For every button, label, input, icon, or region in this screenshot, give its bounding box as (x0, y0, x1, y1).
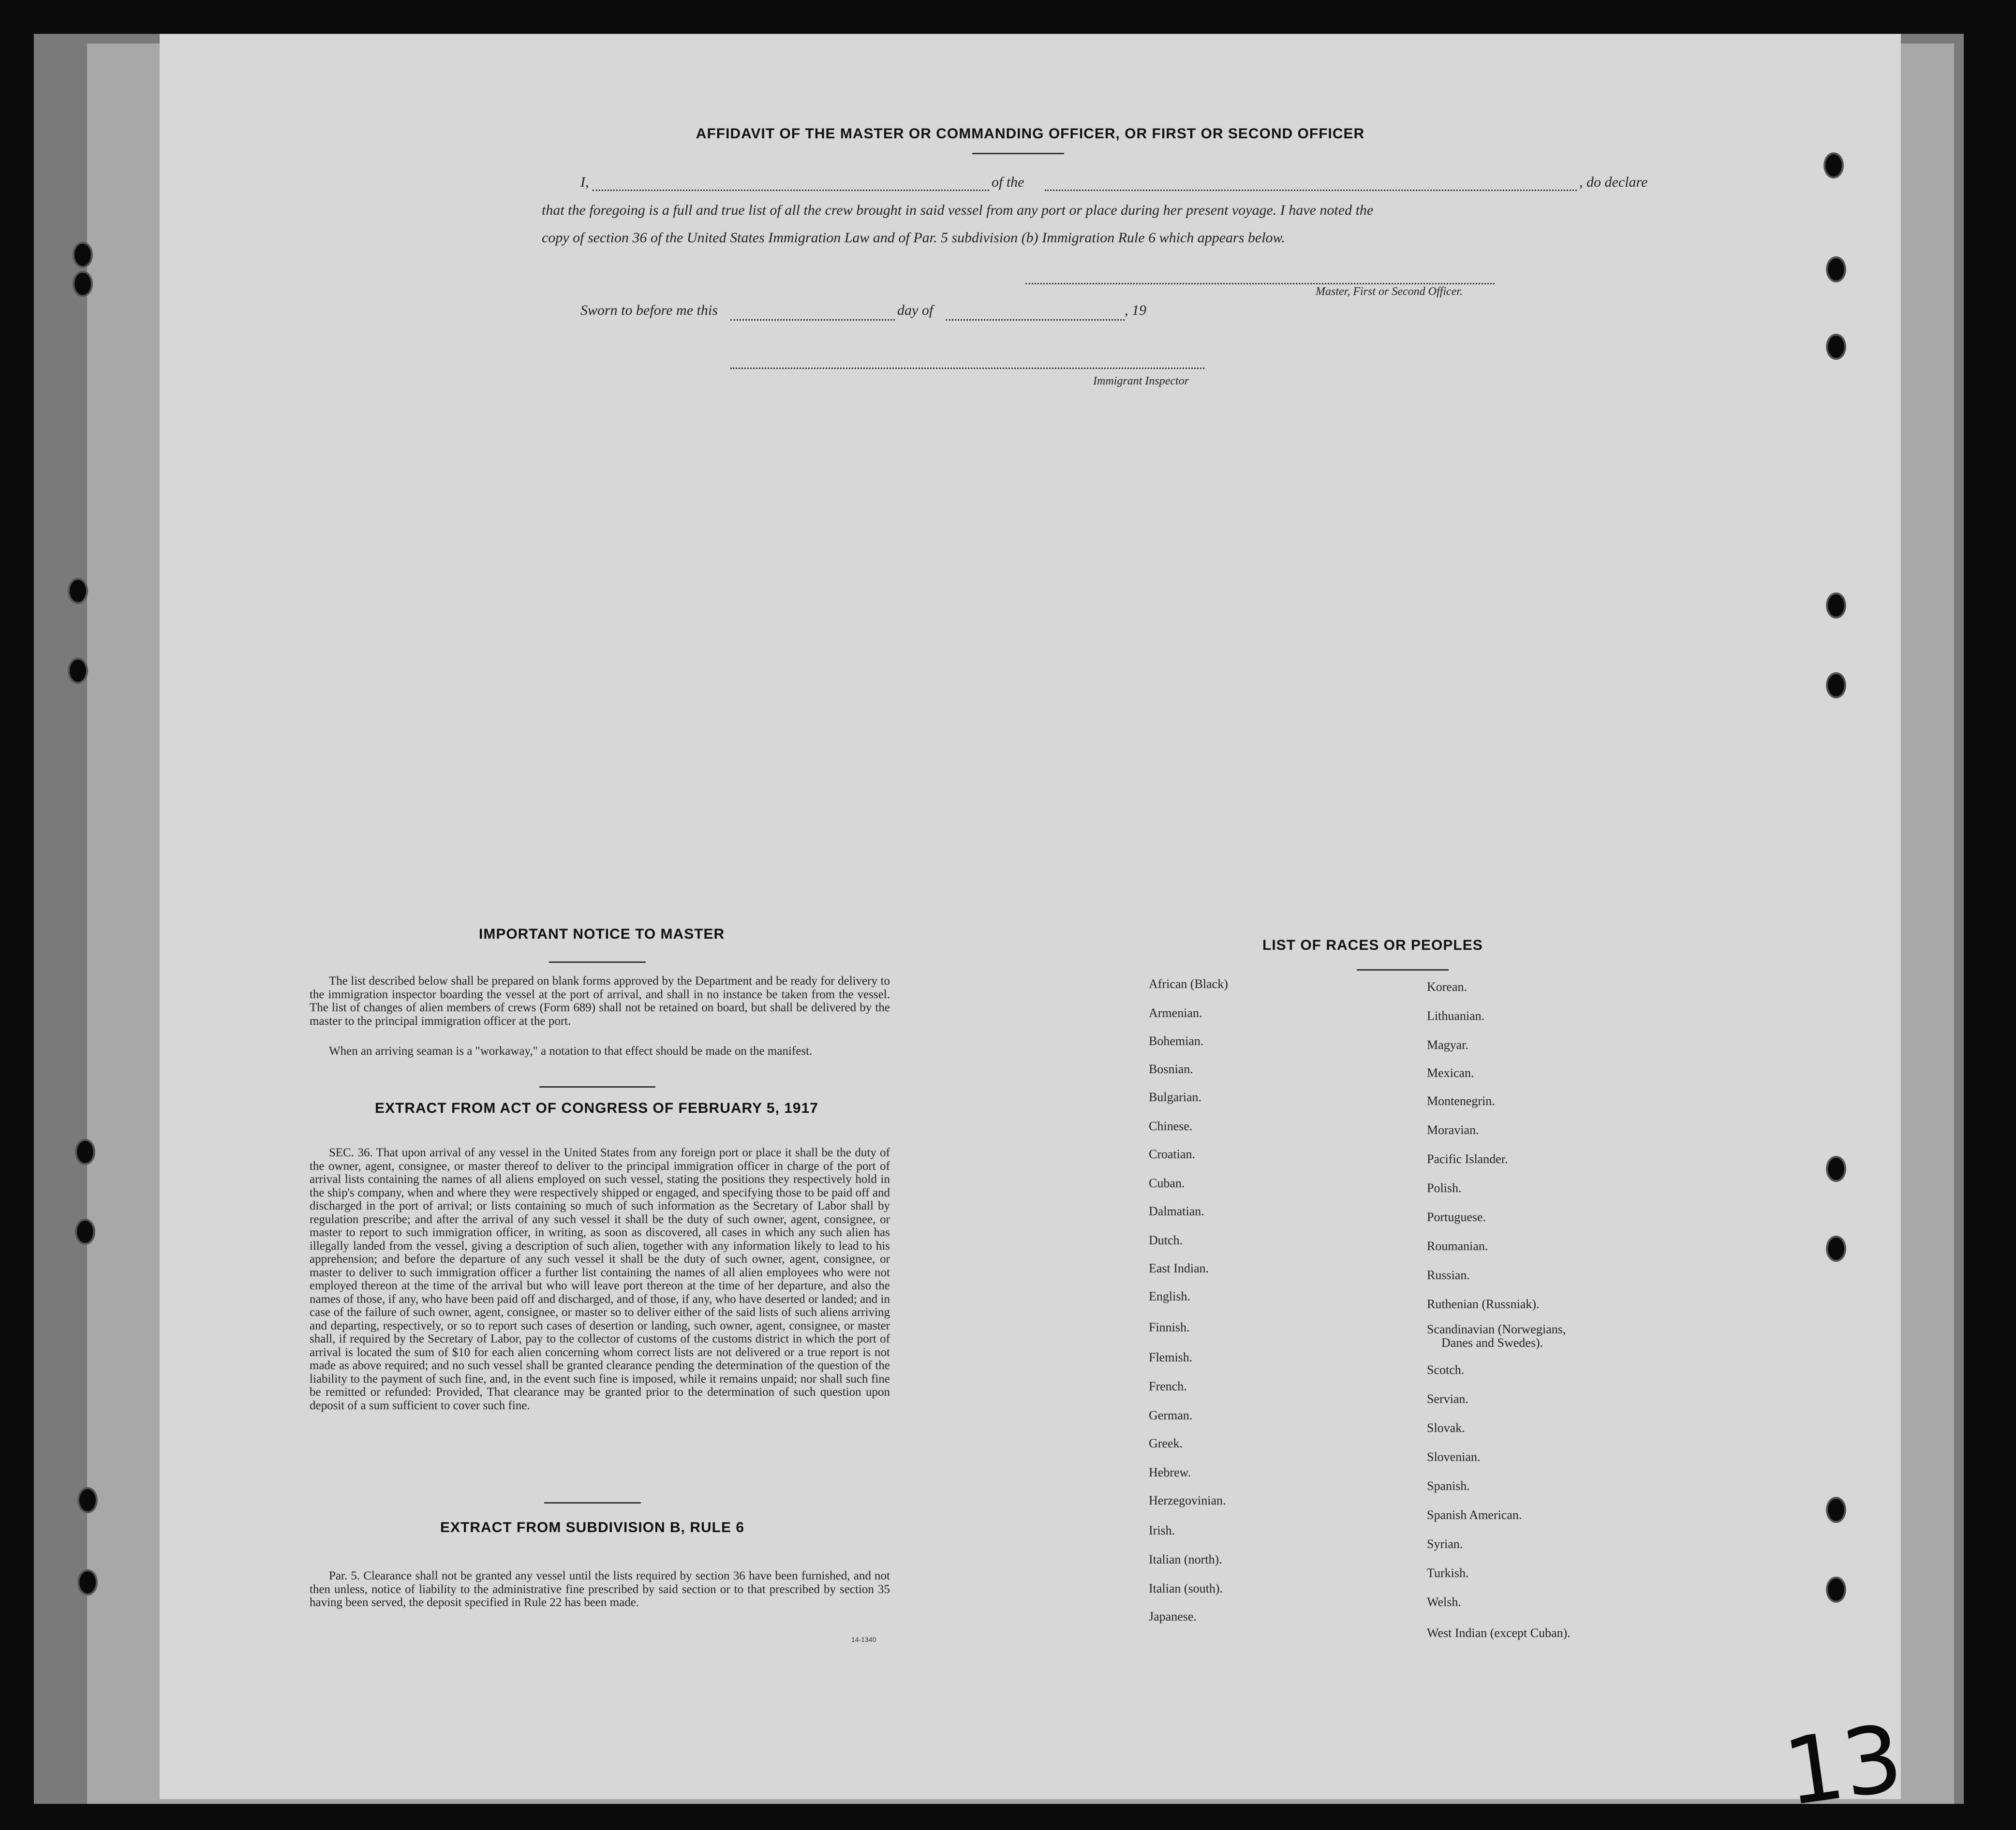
race-list-item: Magyar. (1427, 1038, 1468, 1052)
race-list-item: Servian. (1427, 1392, 1468, 1406)
race-list-item: Ruthenian (Russniak). (1427, 1297, 1540, 1311)
punch-hole (73, 271, 93, 297)
punch-hole (1826, 1577, 1846, 1603)
race-list-item: Montenegrin. (1427, 1094, 1495, 1108)
affidavit-title: AFFIDAVIT OF THE MASTER OR COMMANDING OFFICER, OR FIRST OR SECOND OFFICER (696, 126, 1365, 142)
race-list-item: Flemish. (1149, 1350, 1193, 1364)
extract-act-separator (544, 1502, 641, 1504)
punch-hole (1826, 334, 1846, 360)
race-list-item: Korean. (1427, 980, 1468, 994)
punch-hole (75, 1139, 95, 1165)
race-list-item: West Indian (except Cuban). (1427, 1626, 1571, 1640)
punch-hole (68, 578, 88, 604)
races-underline (1357, 969, 1449, 971)
affidavit-declare-label: , do declare (1579, 174, 1648, 190)
race-list-item: Portuguese. (1427, 1210, 1486, 1224)
extract-rule-text: Par. 5. Clearance shall not be granted any vessel until the lists required by section 36 have been furnished, and not then unless, notice of liability to the administrative fine prescribed by said section or to that prescribed by section 35 having been served, the deposit specified in Rule 22 has been made. (310, 1569, 890, 1609)
inspector-label: Immigrant Inspector (1093, 375, 1189, 387)
punch-hole (1826, 1236, 1846, 1262)
punch-hole (75, 1219, 95, 1245)
race-list-item: Pacific Islander. (1427, 1152, 1508, 1166)
punch-hole (68, 658, 88, 684)
notice-paragraph-2: When an arriving seaman is a "workaway," a notation to that effect should be made on the manifest. (329, 1045, 813, 1058)
vessel-line (1045, 190, 1577, 191)
race-list-item: Roumanian. (1427, 1239, 1488, 1253)
sworn-label: Sworn to before me this (580, 302, 718, 318)
race-list-item: Spanish American. (1427, 1508, 1522, 1522)
race-list-item: Bosnian. (1149, 1062, 1193, 1076)
officer-label: Master, First or Second Officer. (1316, 285, 1463, 298)
form-number: 14-1340 (851, 1636, 876, 1643)
race-list-item: Russian. (1427, 1268, 1470, 1282)
race-list-item: Dutch. (1149, 1233, 1183, 1247)
sworn-month-line (946, 319, 1125, 321)
race-list-item: Hebrew. (1149, 1465, 1191, 1479)
affidavit-text-line3: copy of section 36 of the United States Immigration Law and of Par. 5 subdivision (b) Immigration Rule 6 which appears below. (542, 230, 1285, 246)
punch-hole (77, 1487, 98, 1513)
affidavit-of-label: of the (992, 174, 1024, 190)
affidavit-i-label: I, (580, 174, 589, 190)
extract-act-text: SEC. 36. That upon arrival of any vessel in the United States from any foreign port or place it shall be the duty of the owner, agent, consignee, or master thereof to deliver to the principal immigration officer in charge of the port of arrival lists containing the names of all aliens employed on such vessel, stating the positions they respectively hold in the ship's company, when and where they were respectively shipped or engaged, and specifying those to be paid off and discharged in the port of arrival; or lists containing so much of such information as the Secretary of Labor shall by regulation prescribe; and after the arrival of any such vessel it shall be the duty of such owner, agent, consignee, or master to report to such immigration officer, in writing, as soon as discovered, all cases in which any such alien has illegally landed from the vessel, giving a description of such alien, together with any information likely to lead to his apprehension; and before the departure of any such vessel it shall be the duty of such owner, agent, consignee, or master to deliver to such immigration officer a further list containing the names of all alien employees who were not employed thereon at the time of the arrival but who will leave port thereon at the time of her departure, and also the names of those, if any, who have been paid off and discharged, and of those, if any, who have deserted or landed; and in case of the failure of such owner, agent, consignee, or master so to deliver either of the said lists of such aliens arriving and departing, respectively, or so to report such cases of desertion or landing, such owner, agent, consignee, or master shall, if required by the Secretary of Labor, pay to the collector of customs of the customs district in which the port of arrival is located the sum of $10 for each alien concerning whom correct lists are not delivered or a true report is not made as above required; and no such vessel shall be granted clearance pending the determination of the question of the liability to the payment of such fine, and, in the event such fine is imposed, while it remains unpaid; nor shall such fine be remitted or refunded: Provided, That clearance may be granted prior to the determination of such question upon deposit of a sum sufficient to cover such fine. (310, 1146, 890, 1412)
punch-hole (1826, 1156, 1846, 1182)
extract-act-title: EXTRACT FROM ACT OF CONGRESS OF FEBRUARY 5, 1917 (375, 1100, 818, 1116)
race-list-item: Slovenian. (1427, 1450, 1481, 1464)
year-label: , 19 (1125, 302, 1146, 318)
race-list-item: Bohemian. (1149, 1034, 1204, 1048)
punch-hole (73, 242, 93, 268)
race-list-item: Spanish. (1427, 1479, 1470, 1493)
race-list-item: African (Black) (1149, 977, 1228, 991)
race-list-item: Japanese. (1149, 1609, 1197, 1623)
officer-signature-line (1025, 283, 1495, 284)
race-list-item: Dalmatian. (1149, 1204, 1204, 1218)
race-list-item: Italian (south). (1149, 1581, 1223, 1595)
race-list-item: Danes and Swedes). (1441, 1336, 1543, 1350)
race-list-item: Welsh. (1427, 1595, 1461, 1609)
punch-hole (1826, 672, 1846, 698)
name-line (593, 190, 989, 191)
races-title: LIST OF RACES OR PEOPLES (1262, 937, 1483, 953)
race-list-item: Moravian. (1427, 1123, 1479, 1137)
notice-title: IMPORTANT NOTICE TO MASTER (479, 926, 725, 942)
race-list-item: Croatian. (1149, 1147, 1196, 1161)
race-list-item: Greek. (1149, 1436, 1183, 1450)
race-list-item: Syrian. (1427, 1537, 1463, 1551)
title-underline (972, 153, 1064, 154)
punch-hole (77, 1569, 98, 1595)
race-list-item: Irish. (1149, 1523, 1175, 1537)
race-list-item: German. (1149, 1408, 1193, 1422)
punch-hole (1826, 256, 1846, 282)
race-list-item: Bulgarian. (1149, 1090, 1202, 1104)
form-page (160, 34, 1901, 1799)
race-list-item: Mexican. (1427, 1066, 1474, 1080)
race-list-item: Polish. (1427, 1181, 1462, 1195)
extract-rule-title: EXTRACT FROM SUBDIVISION B, RULE 6 (440, 1520, 745, 1535)
notice-paragraph-1: The list described below shall be prepared on blank forms approved by the Department and be ready for delivery to the immigration inspector boarding the vessel at the port of arrival, and shall in no instance be taken from the vessel. The list of changes of alien members of crews (Form 689) shall not be retained on board, but shall be delivered by the master to the principal immigration officer at the port. (310, 974, 890, 1028)
race-list-item: French. (1149, 1379, 1187, 1393)
punch-hole (1826, 592, 1846, 619)
race-list-item: Herzegovinian. (1149, 1493, 1226, 1507)
race-list-item: Armenian. (1149, 1006, 1202, 1020)
handwritten-page-number: 13 (1778, 1704, 1909, 1827)
race-list-item: Cuban. (1149, 1176, 1185, 1190)
inspector-signature-line (730, 368, 1204, 369)
affidavit-text-line2: that the foregoing is a full and true list of all the crew brought in said vessel from any port or place during her present voyage. I have noted the (542, 202, 1374, 218)
punch-hole (1826, 1497, 1846, 1523)
race-list-item: Scandinavian (Norwegians, (1427, 1322, 1566, 1336)
race-list-item: East Indian. (1149, 1261, 1209, 1275)
race-list-item: Turkish. (1427, 1566, 1469, 1580)
race-list-item: English. (1149, 1289, 1190, 1303)
day-of-label: day of (897, 302, 934, 318)
sworn-day-line (730, 319, 895, 321)
race-list-item: Slovak. (1427, 1421, 1465, 1435)
race-list-item: Scotch. (1427, 1363, 1465, 1377)
notice-underline (549, 961, 646, 963)
race-list-item: Finnish. (1149, 1320, 1190, 1334)
race-list-item: Chinese. (1149, 1119, 1193, 1133)
punch-hole (1823, 152, 1844, 178)
race-list-item: Lithuanian. (1427, 1009, 1485, 1023)
notice-separator (539, 1086, 655, 1088)
race-list-item: Italian (north). (1149, 1552, 1222, 1566)
